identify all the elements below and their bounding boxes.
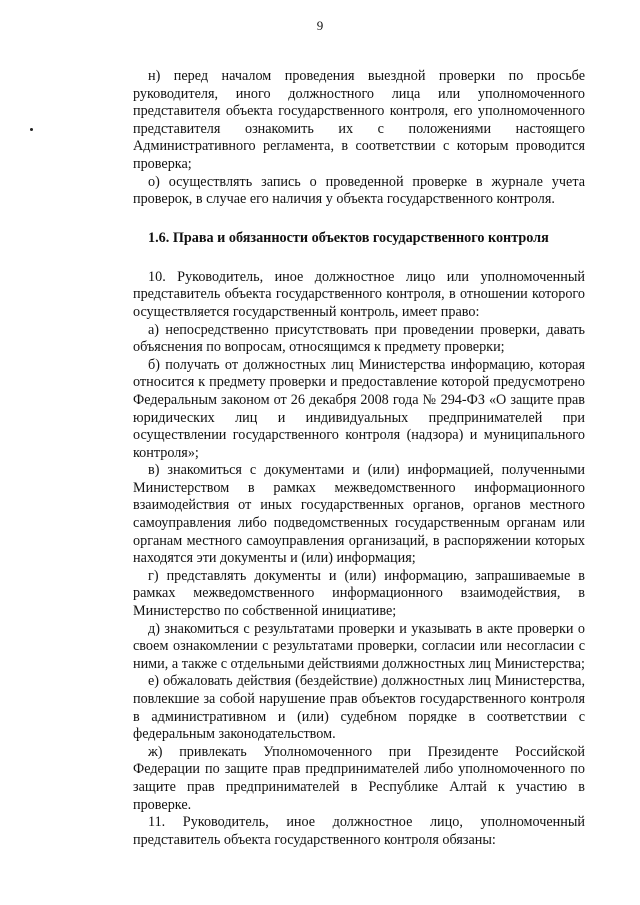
paragraph-item-b: б) получать от должностных лиц Министерства информацию, которая относится к предмету проверки и предоставление которой предусмотрено Федеральным законом от 26 декабря 2008 года № 294-ФЗ «О защите прав юридических лиц и индивидуальных предпринимателей при осуществлении государственного контроля (надзора) и муниципального контроля»; — [133, 356, 585, 461]
margin-dot — [30, 128, 33, 131]
paragraph-item-v: в) знакомиться с документами и (или) информацией, полученными Министерством в рамках межведомственного информационного взаимодействия от иных государственных органов, органов местного самоуправления либо подведомственных государственным органам или органам местного самоуправления организаций, в распоряжении которых находятся эти документы и (или) информация; — [133, 462, 585, 567]
paragraph-item-g: г) представлять документы и (или) информацию, запрашиваемые в рамках межведомственного информационного взаимодействия, в Министерство по собственной инициативе; — [133, 567, 585, 620]
paragraph-item-zh: ж) привлекать Уполномоченного при Президенте Российской Федерации по защите прав предпринимателей либо уполномоченного по защите прав предпринимателей в Республике Алтай к участию в проверке. — [133, 743, 585, 813]
paragraph-clause-10: 10. Руководитель, иное должностное лицо или уполномоченный представитель объекта государственного контроля, в отношении которого осуществляется государственный контроль, имеет право: — [133, 268, 585, 320]
section-heading: 1.6. Права и обязанности объектов государственного контроля — [148, 229, 549, 246]
paragraph-item-e: е) обжаловать действия (бездействие) должностных лиц Министерства, повлекшие за собой нарушение прав объектов государственного контроля в административном и (или) судебном порядке в соответствии с федеральным законодательством. — [133, 673, 585, 743]
paragraph-item-a: а) непосредственно присутствовать при проведении проверки, давать объяснения по вопросам, относящимся к предмету проверки; — [133, 321, 585, 356]
document-body — [133, 68, 585, 849]
paragraph-item-o: о) осуществлять запись о проведенной проверке в журнале учета проверок, в случае его наличия у объекта государственного контроля. — [133, 173, 585, 208]
paragraph-item-n: н) перед началом проведения выездной проверки по просьбе руководителя, иного должностного лица или уполномоченного представителя объекта государственного контроля, его уполномоченного представителя ознакомить их с положениями настоящего Административного регламента, в соответствии с которым проводится проверка; — [133, 68, 585, 172]
paragraph-item-d: д) знакомиться с результатами проверки и указывать в акте проверки о своем ознакомлении с результатами проверки, согласии или несогласии с ними, а также с отдельными действиями должностных лиц Министерства; — [133, 620, 585, 672]
page-number: 9 — [316, 18, 324, 33]
paragraph-clause-11: 11. Руководитель, иное должностное лицо, уполномоченный представитель объекта государственного контроля обязаны: — [133, 814, 585, 848]
